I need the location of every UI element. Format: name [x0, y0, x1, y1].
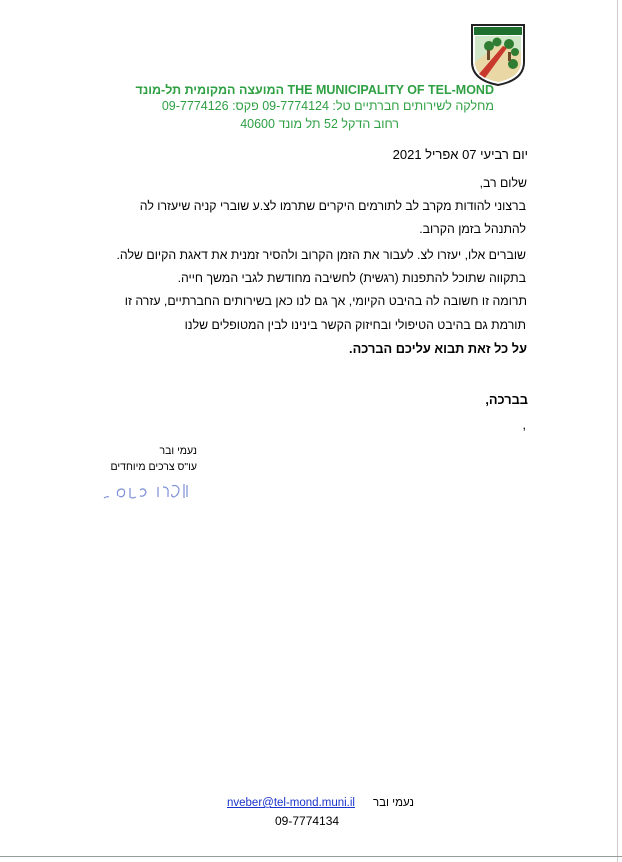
- body-line: ברצוני להודות מקרב לב לתורמים היקרים שתרמו לצ.ע שוברי קניה שיעזרו לה: [139, 199, 526, 213]
- municipality-emblem-icon: [469, 22, 527, 86]
- body-line: שוברים אלו, יעזרו לצ. לעבור את הזמן הקרוב ולהסיר זמנית את דאגת הקיום שלה.: [116, 248, 526, 262]
- signer-name: נעמי ובר: [159, 445, 197, 457]
- page-edge-bottom: [0, 856, 622, 857]
- greeting: שלום רב,: [479, 176, 527, 190]
- handwritten-signature-icon: [100, 478, 192, 504]
- address-line: רחוב הדקל 52 תל מונד 40600: [240, 117, 399, 131]
- body-line: תורמת גם בהיבט הטיפולי ובחיזוק הקשר בינינו לבין המטופלים שלנו: [184, 318, 526, 332]
- body-line: להתנהל בזמן הקרוב.: [419, 222, 526, 236]
- body-line: בתקווה שתוכל להתפנות (רגשית) לחשיבה מחודשת לגבי המשך חייה.: [177, 271, 526, 285]
- closing: בברכה,: [485, 392, 528, 407]
- signer-title: עו"ס צרכים מיוחדים: [110, 461, 197, 473]
- footer-name: נעמי ובר: [372, 797, 414, 809]
- blessing-line: על כל זאת תבוא עליכם הברכה.: [349, 341, 527, 356]
- department-contact-line: מחלקה לשירותים חברתיים טל: 09-7774124 פקס: 09-7774126: [161, 99, 494, 113]
- closing-mark: ,: [522, 417, 526, 432]
- letter-date: יום רביעי 07 אפריל 2021: [392, 147, 528, 162]
- page-edge-right: [617, 0, 618, 862]
- footer-phone: 09-7774134: [275, 814, 340, 828]
- body-line: תרומה זו חשובה לה בהיבט הקיומי, אך גם לנו כאן בשירותים החברתיים, עזרה זו: [124, 294, 527, 308]
- municipality-title: המועצה המקומית תל-מונד THE MUNICIPALITY OF TEL-MOND: [135, 83, 494, 97]
- footer-email-link[interactable]: nveber@tel-mond.muni.il: [226, 797, 355, 809]
